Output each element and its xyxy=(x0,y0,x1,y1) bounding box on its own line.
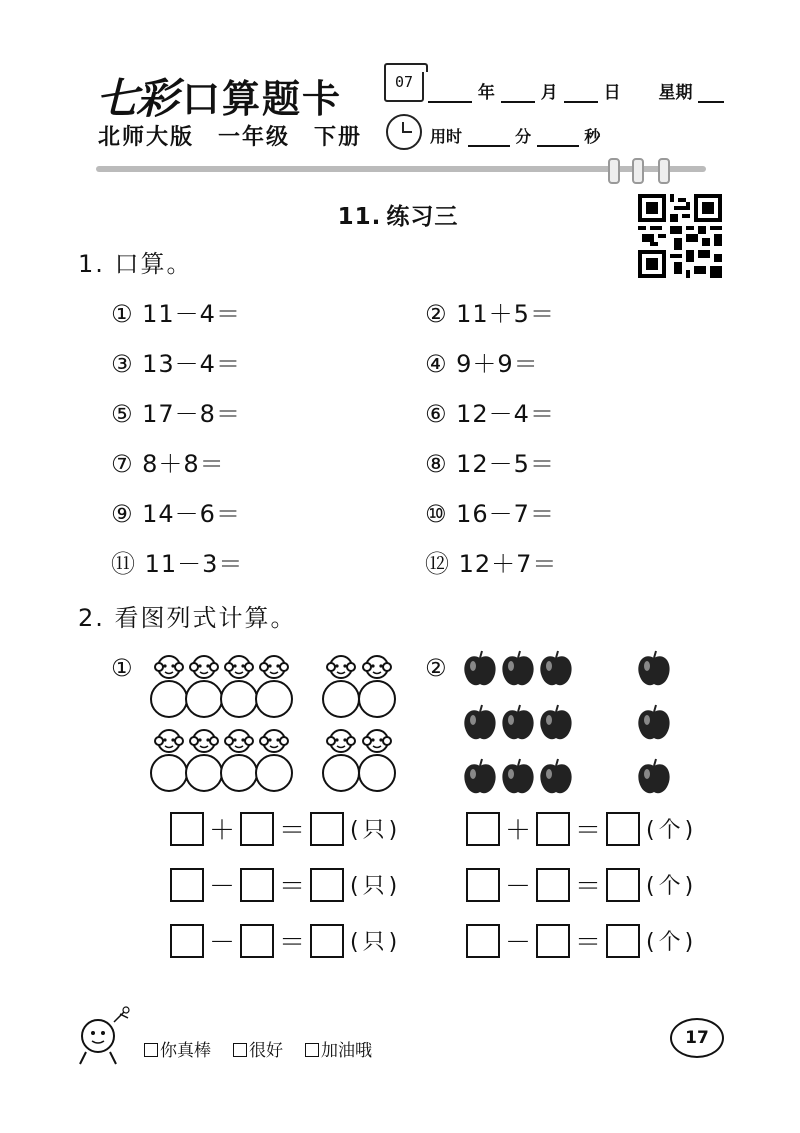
apple-icon xyxy=(538,704,574,742)
calendar-icon xyxy=(384,68,424,102)
answer-box[interactable] xyxy=(170,812,204,846)
equals-sign: ＝ xyxy=(574,872,601,902)
apple-icon xyxy=(500,758,536,796)
monkey-icon xyxy=(189,728,219,754)
answer-box[interactable] xyxy=(170,868,204,902)
answer-box[interactable] xyxy=(310,868,344,902)
apple-icon xyxy=(538,758,574,796)
ball-icon xyxy=(255,754,293,792)
equation-row-left-1 xyxy=(170,810,401,847)
equals-sign: ＝ xyxy=(278,872,305,902)
apple-icon xyxy=(636,704,672,742)
time-line xyxy=(430,124,600,147)
date-day-label: 日 xyxy=(603,83,621,103)
time-sec-label: 秒 xyxy=(584,127,601,146)
equals-sign: ＝ xyxy=(278,928,305,958)
answer-box[interactable] xyxy=(170,924,204,958)
problem-11: ⑪ 11－3＝ xyxy=(111,550,244,578)
qr-code-icon[interactable] xyxy=(637,194,723,278)
date-year-label: 年 xyxy=(477,83,495,103)
unit-label: (只) xyxy=(350,874,402,899)
apple-icon xyxy=(538,650,574,688)
problem-2: ② 11＋5＝ xyxy=(425,300,555,328)
problem-1: ① 11－4＝ xyxy=(111,300,241,328)
monkey-icon xyxy=(259,728,289,754)
apple-icon xyxy=(500,704,536,742)
apple-icon xyxy=(636,758,672,796)
unit-label: (个) xyxy=(646,818,698,843)
edition-label: 北师大版 一年级 下册 xyxy=(98,125,363,150)
time-min-label: 分 xyxy=(515,127,532,146)
binder-clip-icon xyxy=(658,158,670,184)
operator: ＋ xyxy=(504,816,531,846)
brand-logo: 七彩 xyxy=(96,74,177,123)
answer-box[interactable] xyxy=(606,868,640,902)
section-heading-oral: 1. 口算。 xyxy=(78,250,193,278)
rating-label: 你真棒 xyxy=(160,1041,211,1061)
ball-icon xyxy=(220,680,258,718)
operator: － xyxy=(504,872,531,902)
section-heading-picture: 2. 看图列式计算。 xyxy=(78,604,297,632)
answer-box[interactable] xyxy=(240,924,274,958)
monkey-icon xyxy=(326,728,356,754)
ball-icon xyxy=(220,754,258,792)
answer-box[interactable] xyxy=(536,812,570,846)
answer-box[interactable] xyxy=(240,812,274,846)
unit-label: (只) xyxy=(350,930,402,955)
problem-3: ③ 13－4＝ xyxy=(111,350,241,378)
apple-icon xyxy=(462,704,498,742)
brand-title: 口算题卡 xyxy=(182,77,343,121)
checkbox[interactable] xyxy=(144,1043,158,1057)
ball-icon xyxy=(150,680,188,718)
problem-8: ⑧ 12－5＝ xyxy=(425,450,555,478)
checkbox[interactable] xyxy=(233,1043,247,1057)
date-month-label: 月 xyxy=(540,83,558,103)
equals-sign: ＝ xyxy=(278,816,305,846)
equation-row-right-1 xyxy=(466,810,697,847)
apple-icon xyxy=(636,650,672,688)
rating-option-good[interactable] xyxy=(233,1036,283,1061)
answer-box[interactable] xyxy=(310,812,344,846)
apple-icon xyxy=(462,758,498,796)
lesson-name: 练习三 xyxy=(386,204,459,230)
ball-icon xyxy=(358,680,396,718)
problem-7: ⑦ 8＋8＝ xyxy=(111,450,225,478)
mascot-icon xyxy=(68,1004,134,1070)
figure-1-label: ① xyxy=(111,654,134,682)
monkey-icon xyxy=(154,654,184,680)
ball-icon xyxy=(185,680,223,718)
equation-row-right-3 xyxy=(466,922,697,959)
apple-icon xyxy=(462,650,498,688)
monkey-icon xyxy=(259,654,289,680)
equation-row-left-2 xyxy=(170,866,401,903)
problem-10: ⑩ 16－7＝ xyxy=(425,500,555,528)
clock-icon xyxy=(386,114,422,150)
answer-box[interactable] xyxy=(466,924,500,958)
equals-sign: ＝ xyxy=(574,928,601,958)
monkey-icon xyxy=(362,654,392,680)
rating-label: 很好 xyxy=(249,1041,283,1061)
answer-box[interactable] xyxy=(606,924,640,958)
monkey-icon xyxy=(224,654,254,680)
monkey-icon xyxy=(362,728,392,754)
rating-label: 加油哦 xyxy=(321,1041,372,1061)
rating-option-great[interactable] xyxy=(144,1036,211,1061)
problem-9: ⑨ 14－6＝ xyxy=(111,500,241,528)
problem-6: ⑥ 12－4＝ xyxy=(425,400,555,428)
time-used-label: 用时 xyxy=(430,127,463,146)
monkey-icon xyxy=(326,654,356,680)
checkbox[interactable] xyxy=(305,1043,319,1057)
answer-box[interactable] xyxy=(310,924,344,958)
binder-clip-icon xyxy=(632,158,644,184)
figure-2-label: ② xyxy=(425,654,448,682)
answer-box[interactable] xyxy=(240,868,274,902)
problem-5: ⑤ 17－8＝ xyxy=(111,400,241,428)
operator: － xyxy=(504,928,531,958)
equation-row-right-2 xyxy=(466,866,697,903)
monkey-icon xyxy=(154,728,184,754)
problem-12: ⑫ 12＋7＝ xyxy=(425,550,558,578)
ball-icon xyxy=(322,754,360,792)
unit-label: (个) xyxy=(646,874,698,899)
header-divider xyxy=(96,166,706,172)
ball-icon xyxy=(150,754,188,792)
problem-4: ④ 9＋9＝ xyxy=(425,350,539,378)
apple-icon xyxy=(500,650,536,688)
monkey-icon xyxy=(224,728,254,754)
operator: ＋ xyxy=(208,816,235,846)
answer-box[interactable] xyxy=(466,868,500,902)
equals-sign: ＝ xyxy=(574,816,601,846)
date-week-label: 星期 xyxy=(658,83,693,103)
page-number: 17 xyxy=(670,1018,724,1058)
answer-box[interactable] xyxy=(536,868,570,902)
calendar-day: 07 xyxy=(394,73,414,91)
ball-icon xyxy=(255,680,293,718)
monkey-icon xyxy=(189,654,219,680)
rating-option-keep-going[interactable] xyxy=(305,1036,372,1061)
unit-label: (只) xyxy=(350,818,402,843)
equation-row-left-3 xyxy=(170,922,401,959)
answer-box[interactable] xyxy=(606,812,640,846)
date-line xyxy=(428,78,724,103)
ball-icon xyxy=(322,680,360,718)
ball-icon xyxy=(185,754,223,792)
lesson-number: 11. xyxy=(337,204,382,230)
answer-box[interactable] xyxy=(536,924,570,958)
ball-icon xyxy=(358,754,396,792)
operator: － xyxy=(208,928,235,958)
operator: － xyxy=(208,872,235,902)
answer-box[interactable] xyxy=(466,812,500,846)
unit-label: (个) xyxy=(646,930,698,955)
binder-clip-icon xyxy=(608,158,620,184)
